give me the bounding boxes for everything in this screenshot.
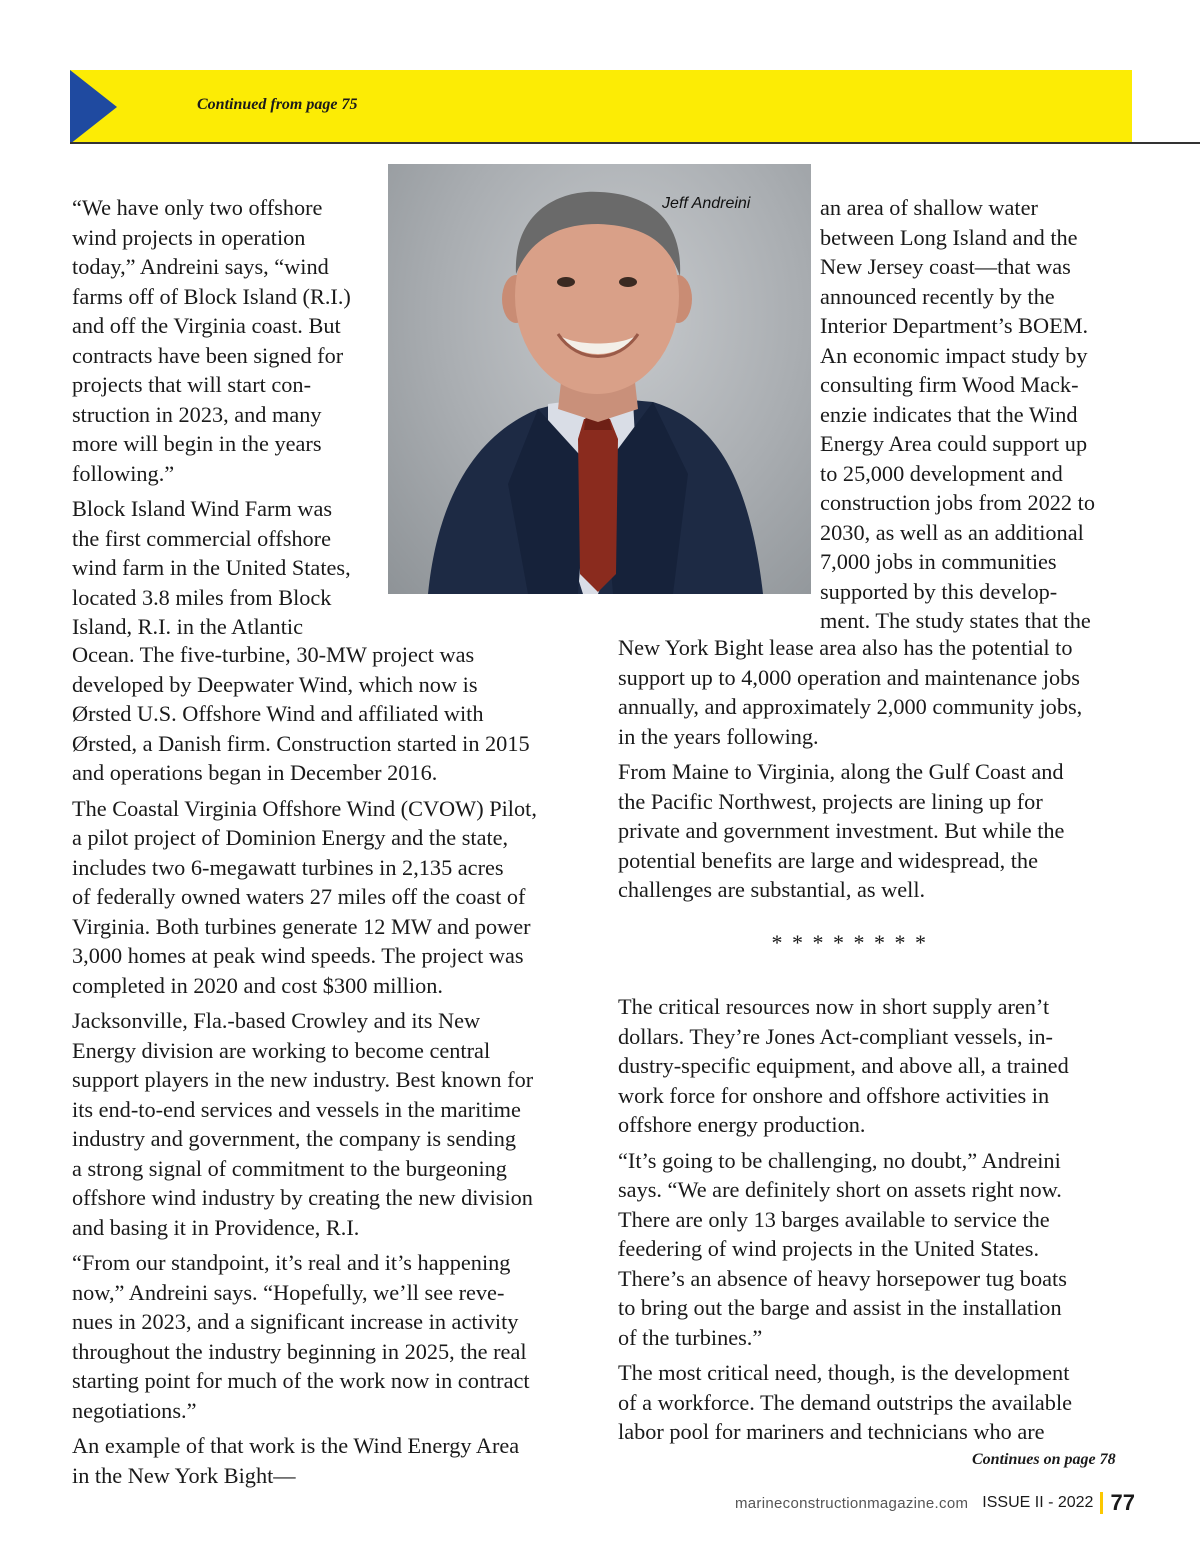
text-line: consulting firm Wood Mack- xyxy=(820,372,1079,397)
text-line: and off the Virginia coast. But xyxy=(72,313,341,338)
text-line: 7,000 jobs in communities xyxy=(820,549,1057,574)
text-line: starting point for much of the work now in contract xyxy=(72,1368,530,1393)
text-line: industry and government, the company is sending xyxy=(72,1126,516,1151)
text-line: wind projects in operation xyxy=(72,224,306,250)
footer-issue: ISSUE II - 2022 xyxy=(982,1494,1094,1511)
section-separator: * * * * * * * * xyxy=(771,930,928,955)
portrait-illustration xyxy=(388,164,811,594)
page-footer xyxy=(735,1488,1135,1518)
page-number: 77 xyxy=(1110,1490,1135,1515)
portrait-photo xyxy=(388,164,811,594)
text-line: The Coastal Virginia Offshore Wind (CVOW) Pilot, xyxy=(72,795,537,821)
text-line: offshore wind industry by creating the new division xyxy=(72,1185,533,1210)
column-left-top xyxy=(72,193,384,648)
text-line: throughout the industry beginning in 2025, the real xyxy=(72,1338,527,1364)
text-line: Island, R.I. in the Atlantic xyxy=(72,614,303,639)
text-line: farms off of Block Island (R.I.) xyxy=(72,283,351,309)
text-line: offshore energy production. xyxy=(618,1112,866,1137)
text-line: New Jersey coast—that was xyxy=(820,254,1071,279)
text-line: and basing it in Providence, R.I. xyxy=(72,1214,360,1240)
text-line: nues in 2023, and a significant increase in activity xyxy=(72,1309,519,1334)
text-line: Ocean. The five-turbine, 30-MW project was xyxy=(72,642,475,667)
text-line: completed in 2020 and cost $300 million. xyxy=(72,972,443,998)
text-line: an area of shallow water xyxy=(820,195,1038,220)
text-line: 3,000 homes at peak wind speeds. The project was xyxy=(72,943,524,968)
text-line: includes two 6-megawatt turbines in 2,135 acres xyxy=(72,854,504,880)
text-line: following.” xyxy=(72,460,175,486)
text-line: in the years following. xyxy=(618,723,819,749)
text-line: projects that will start con- xyxy=(72,372,312,397)
text-line: New York Bight lease area also has the potential to xyxy=(618,635,1073,660)
text-line: work force for onshore and offshore activities in xyxy=(618,1082,1050,1108)
paragraph xyxy=(72,640,592,788)
text-line: located 3.8 miles from Block xyxy=(72,584,332,610)
paragraph xyxy=(72,494,384,642)
text-line: its end-to-end services and vessels in the maritime xyxy=(72,1096,521,1122)
text-line: wind farm in the United States, xyxy=(72,555,351,580)
text-line: “From our standpoint, it’s real and it’s happening xyxy=(72,1250,511,1275)
text-line: construction jobs from 2022 to xyxy=(820,490,1095,515)
text-line: between Long Island and the xyxy=(820,224,1078,250)
paragraph xyxy=(820,193,1130,636)
text-line: private and government investment. But while the xyxy=(618,818,1065,843)
text-line: feedering of wind projects in the United States. xyxy=(618,1236,1040,1261)
photo-caption: Jeff Andreini xyxy=(662,195,751,212)
column-right-middle xyxy=(618,633,1133,911)
footer-website: marineconstructionmagazine.com xyxy=(735,1494,969,1512)
banner-arrow-icon xyxy=(70,70,117,144)
text-line: of federally owned waters 27 miles off the coast of xyxy=(72,884,526,909)
text-line: potential benefits are large and widespread, the xyxy=(618,847,1038,873)
text-line: ment. The study states that the xyxy=(820,608,1091,633)
text-line: dollars. They’re Jones Act-compliant vessels, in- xyxy=(618,1023,1053,1049)
text-line: to 25,000 development and xyxy=(820,460,1063,486)
continued-from-label: Continued from page 75 xyxy=(197,96,358,113)
text-line: in the New York Bight— xyxy=(72,1462,296,1488)
continues-on-label: Continues on page 78 xyxy=(972,1451,1116,1468)
text-line: now,” Andreini says. “Hopefully, we’ll see reve- xyxy=(72,1279,505,1305)
text-line: An economic impact study by xyxy=(820,342,1088,368)
text-line: today,” Andreini says, “wind xyxy=(72,254,329,279)
text-line: struction in 2023, and many xyxy=(72,401,322,427)
text-line: of a workforce. The demand outstrips the available xyxy=(618,1389,1073,1415)
text-line: negotiations.” xyxy=(72,1397,197,1423)
text-line: Virginia. Both turbines generate 12 MW and power xyxy=(72,913,531,939)
text-line: support players in the new industry. Best known for xyxy=(72,1067,534,1092)
text-line: Ørsted, a Danish firm. Construction started in 2015 xyxy=(72,730,530,756)
text-line: An example of that work is the Wind Energy Area xyxy=(72,1433,520,1458)
paragraph xyxy=(72,794,592,1001)
column-left-bottom xyxy=(72,640,592,1496)
text-line: “We have only two offshore xyxy=(72,195,323,220)
text-line: Block Island Wind Farm was xyxy=(72,496,333,521)
text-line: The critical resources now in short supply aren’t xyxy=(618,994,1050,1019)
text-line: There are only 13 barges available to service the xyxy=(618,1206,1050,1232)
text-line: Jacksonville, Fla.-based Crowley and its New xyxy=(72,1008,481,1033)
paragraph xyxy=(618,1358,1133,1447)
text-line: The most critical need, though, is the development xyxy=(618,1360,1070,1385)
paragraph xyxy=(618,633,1133,751)
text-line: the Pacific Northwest, projects are lining up for xyxy=(618,788,1043,814)
column-right-bottom xyxy=(618,992,1133,1453)
text-line: contracts have been signed for xyxy=(72,342,344,368)
text-line: Interior Department’s BOEM. xyxy=(820,313,1089,338)
text-line: annually, and approximately 2,000 community jobs, xyxy=(618,694,1083,719)
text-line: Ørsted U.S. Offshore Wind and affiliated with xyxy=(72,701,484,726)
paragraph xyxy=(72,1248,592,1425)
text-line: announced recently by the xyxy=(820,283,1055,309)
paragraph xyxy=(618,757,1133,905)
text-line: dustry-specific equipment, and above all, a trained xyxy=(618,1053,1069,1078)
text-line: to bring out the barge and assist in the installation xyxy=(618,1295,1062,1320)
text-line: Energy Area could support up xyxy=(820,431,1088,456)
text-line: support up to 4,000 operation and maintenance jobs xyxy=(618,664,1080,690)
text-line: and operations began in December 2016. xyxy=(72,760,438,785)
column-right-top xyxy=(820,193,1130,642)
paragraph xyxy=(72,1431,592,1490)
text-line: says. “We are definitely short on assets right now. xyxy=(618,1177,1062,1202)
text-line: challenges are substantial, as well. xyxy=(618,877,926,902)
paragraph xyxy=(72,1006,592,1242)
footer-divider xyxy=(1100,1492,1103,1514)
text-line: 2030, as well as an additional xyxy=(820,519,1084,545)
paragraph xyxy=(618,992,1133,1140)
text-line: a strong signal of commitment to the burgeoning xyxy=(72,1155,507,1181)
text-line: developed by Deepwater Wind, which now is xyxy=(72,671,478,697)
text-line: supported by this develop- xyxy=(820,578,1058,604)
text-line: of the turbines.” xyxy=(618,1324,763,1350)
text-line: enzie indicates that the Wind xyxy=(820,401,1078,427)
text-line: more will begin in the years xyxy=(72,431,322,456)
header-rule xyxy=(70,142,1200,144)
text-line: the first commercial offshore xyxy=(72,525,332,551)
text-line: “It’s going to be challenging, no doubt,” Andreini xyxy=(618,1147,1061,1173)
text-line: From Maine to Virginia, along the Gulf Coast and xyxy=(618,759,1064,784)
text-line: There’s an absence of heavy horsepower tug boats xyxy=(618,1265,1067,1291)
paragraph xyxy=(72,193,384,488)
text-line: labor pool for mariners and technicians who are xyxy=(618,1419,1045,1444)
text-line: a pilot project of Dominion Energy and the state, xyxy=(72,825,509,850)
text-line: Energy division are working to become central xyxy=(72,1037,491,1063)
paragraph xyxy=(618,1146,1133,1353)
